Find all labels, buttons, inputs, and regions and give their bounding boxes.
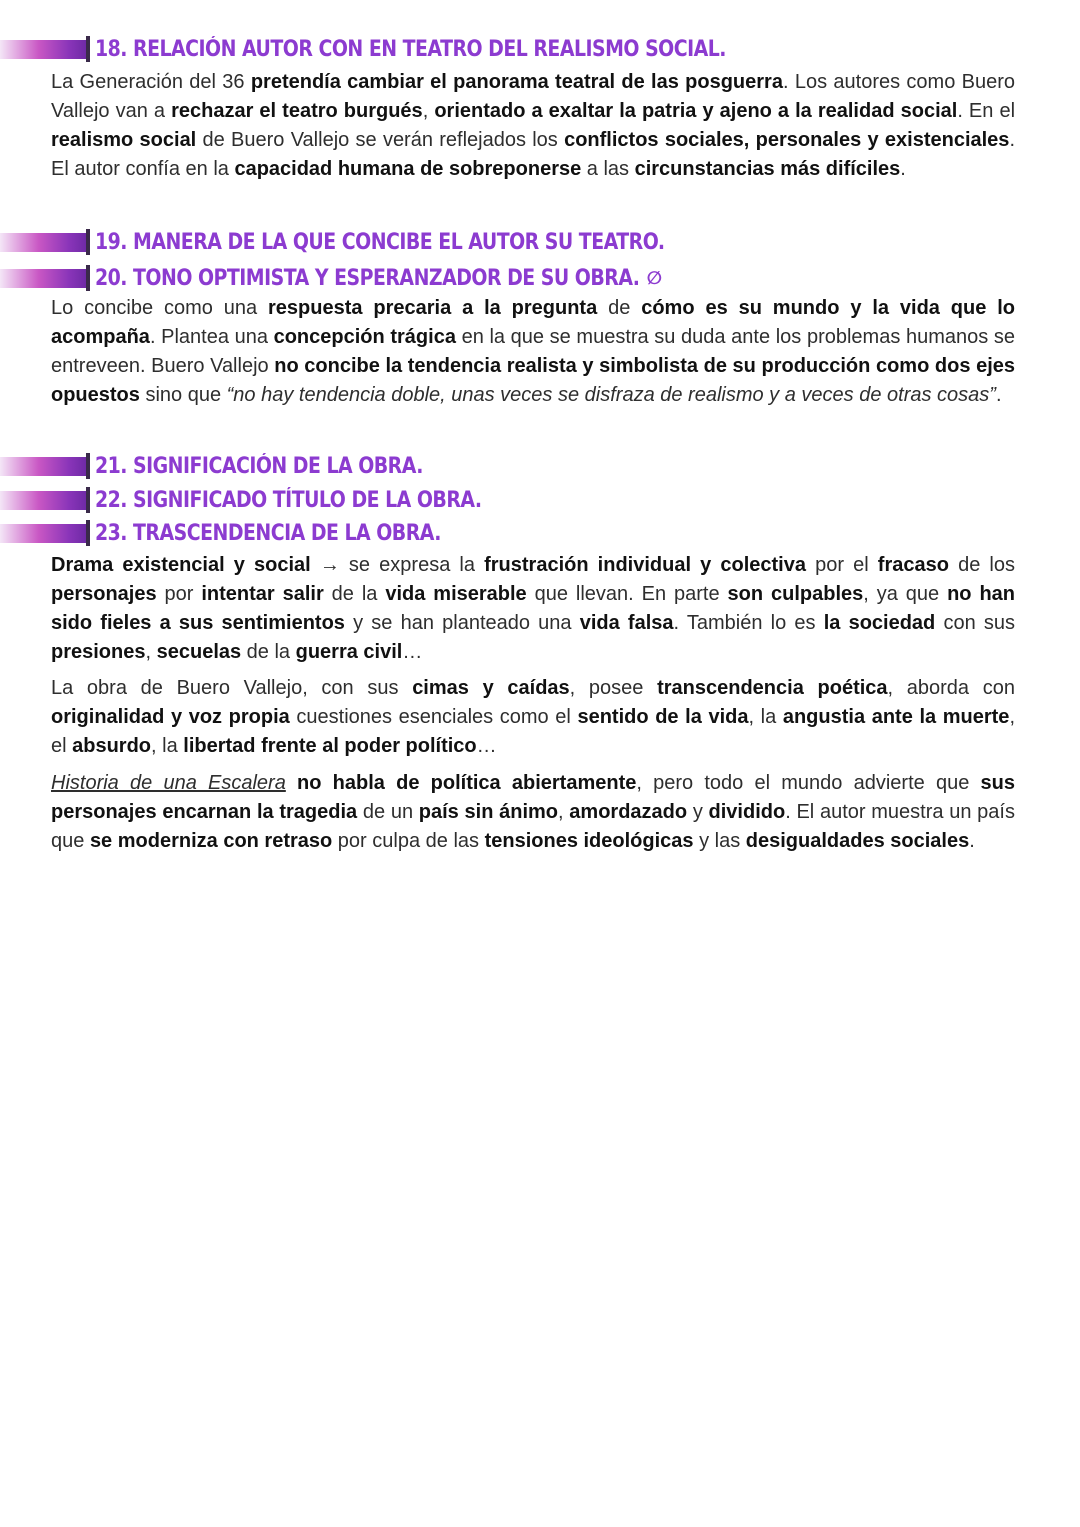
heading-bar — [0, 457, 86, 476]
book-title: Historia de una Escalera — [51, 772, 286, 794]
paragraph-18: La Generación del 36 pretendía cambiar el panorama teatral de las posguerra. Los autores como Buero Vallejo van a rechazar el teatro burgués, orientado a exaltar la patria y ajeno a la realidad social. En el realismo social de Buero Vallejo se verán reflejados los conflictos sociales, personales y existenciales. El autor confía en la capacidad humana de sobreponerse a las circunstancias más difíciles. — [51, 71, 1016, 180]
heading-text-21: 21. SIGNIFICACIÓN DE LA OBRA. — [95, 453, 423, 479]
heading-bar — [0, 40, 86, 59]
heading-23 — [0, 518, 497, 548]
heading-bar — [0, 269, 86, 288]
paragraph-20: Lo concibe como una respuesta precaria a la pregunta de cómo es su mundo y la vida que lo acompaña. Plantea una concepción trágica en la que se muestra su duda ante los problemas humanos se entreveen. Buero Vallejo no concibe la tendencia realista y simbolista de su producción como dos ejes opuestos sino que “no hay tendencia doble, unas veces se disfraza de realismo y a veces de otras cosas”. — [51, 297, 1015, 406]
heading-text-23: 23. TRASCENDENCIA DE LA OBRA. — [95, 520, 441, 546]
paragraph-23-2: La obra de Buero Vallejo, con sus cimas y caídas, posee transcendencia poética, aborda con originalidad y voz propia cuestiones esenciales como el sentido de la vida, la angustia ante la muerte, el absurdo, la libertad frente al poder político… — [51, 677, 1015, 757]
heading-text-18: 18. RELACIÓN AUTOR CON EN TEATRO DEL REALISMO SOCIAL. — [95, 36, 726, 62]
empty-set-mark: ∅ — [646, 267, 663, 288]
paragraph-23-1: Drama existencial y social → se expresa la frustración individual y colectiva por el fracaso de los personajes por intentar salir de la vida miserable que llevan. En parte son culpables, ya que no han sido fieles a sus sentimientos y se han planteado una vida falsa. También lo es la sociedad con sus presiones, secuelas de la guerra civil… — [51, 554, 1016, 663]
heading-20 — [0, 263, 662, 293]
heading-bar — [0, 491, 86, 510]
heading-bar — [0, 524, 86, 543]
heading-text-22: 22. SIGNIFICADO TÍTULO DE LA OBRA. — [95, 487, 482, 513]
heading-22 — [0, 485, 544, 515]
heading-bar — [0, 233, 86, 252]
heading-text-20: 20. TONO OPTIMISTA Y ESPERANZADOR DE SU OBRA. — [95, 265, 640, 291]
heading-19 — [0, 227, 757, 257]
heading-18 — [0, 34, 829, 64]
heading-text-19: 19. MANERA DE LA QUE CONCIBE EL AUTOR SU TEATRO. — [95, 229, 665, 255]
paragraph-23-3: Historia de una Escalera no habla de política abiertamente, pero todo el mundo advierte que sus personajes encarnan la tragedia de un país sin ánimo, amordazado y dividido. El autor muestra un país que se moderniza con retraso por culpa de las tensiones ideológicas y las desigualdades sociales. — [51, 772, 1015, 852]
heading-21 — [0, 451, 476, 481]
